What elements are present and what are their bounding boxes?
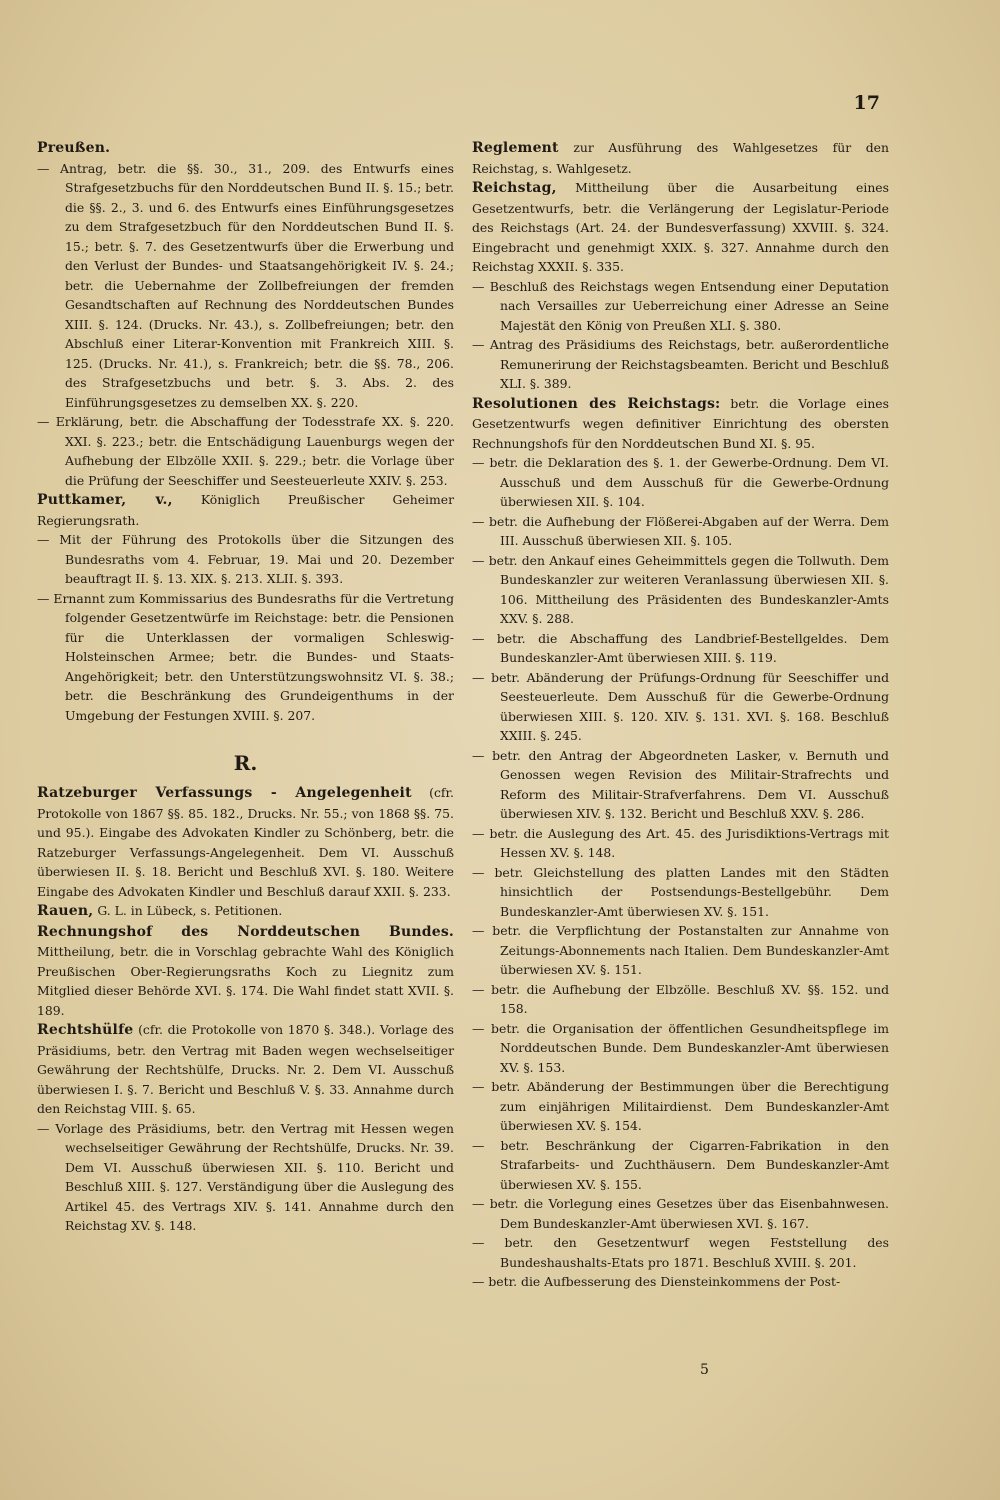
sub-entry: — betr. die Abschaffung des Landbrief-Bestellgeldes. Dem Bundeskanzler-Amt überwiesen XIII. §. 119. bbox=[472, 630, 889, 665]
index-entry bbox=[472, 394, 889, 454]
sub-entry: — betr. die Organisation der öffentlichen Gesundheitspflege im Norddeutschen Bunde. Dem Bundeskanzler-Amt überwiesen XV. §. 153. bbox=[472, 1020, 889, 1075]
sub-entry: — Antrag des Präsidiums des Reichstags, betr. außerordentliche Remunerirung der Reichstagsbeamten. Bericht und Beschluß XLI. §. 389. bbox=[472, 337, 889, 391]
signature-mark: 5 bbox=[700, 1362, 709, 1378]
index-entry bbox=[37, 138, 454, 159]
sub-entry: — betr. den Ankauf eines Geheimmittels gegen die Tollwuth. Dem Bundeskanzler zur weiteren Veranlassung überwiesen XII. §. 106. Mittheilung des Präsidenten des Bundeskanzler-Amts XXV. §. 288. bbox=[472, 552, 889, 626]
entry-text: Mittheilung, betr. die in Vorschlag gebrachte Wahl des Königlich Preußischen Ober-Regierungsraths Koch zu Liegnitz zum Mitglied dieser Behörde XVI. §. 174. Die Wahl findet statt XVII. §. 189. bbox=[37, 944, 454, 1018]
entry-heading: Rechnungshof des Norddeutschen Bundes. bbox=[37, 923, 454, 940]
entry-heading: Resolutionen des Reichstags: bbox=[472, 395, 721, 412]
sub-entry: — betr. die Verpflichtung der Postanstalten zur Annahme von Zeitungs-Abonnements nach Italien. Dem Bundeskanzler-Amt überwiesen XV. §. 151. bbox=[472, 923, 889, 977]
sub-entry: — betr. die Deklaration des §. 1. der Gewerbe-Ordnung. Dem VI. Ausschuß und dem Ausschuß für die Gewerbe-Ordnung überwiesen XII. §. 104. bbox=[472, 455, 889, 509]
sub-entry: — betr. Beschränkung der Cigarren-Fabrikation in den Strafarbeits- und Zuchthäusern. Dem Bundeskanzler-Amt überwiesen XV. §. 155. bbox=[472, 1137, 889, 1192]
section-letter: R. bbox=[233, 751, 258, 775]
entry-text: (cfr. die Protokolle von 1870 §. 348.). Vorlage des Präsidiums, betr. den Vertrag mit Baden wegen wechselseitiger Gewährung der Rechtshülfe, Drucks. Nr. 2. Dem VI. Ausschuß überwiesen I. §. 7. Bericht und Beschluß V. §. 33. Annahme durch den Reichstag VIII. §. 65. bbox=[37, 1022, 454, 1116]
sub-entry: — betr. Abänderung der Bestimmungen über die Berechtigung zum einjährigen Militairdienst. Dem Bundeskanzler-Amt überwiesen XV. §. 154. bbox=[472, 1079, 889, 1133]
sub-entry: — Vorlage des Präsidiums, betr. den Vertrag mit Hessen wegen wechselseitiger Gewährung der Rechtshülfe, Drucks. Nr. 39. Dem VI. Ausschuß überwiesen XII. §. 110. Bericht und Beschluß XIII. §. 127. Verständigung über die Auslegung des Artikel 45. des Vertrags XIV. §. 141. Annahme durch den Reichstag XV. §. 148. bbox=[37, 1120, 454, 1233]
entry-heading: Reglement bbox=[472, 140, 559, 156]
sub-entry: — betr. die Aufbesserung des Diensteinkommens der Post- bbox=[472, 1274, 841, 1289]
entry-text: zur Ausführung des Wahlgesetzes für den Reichstag, s. Wahlgesetz. bbox=[472, 140, 889, 176]
sub-entry: — Mit der Führung des Protokolls über die Sitzungen des Bundesraths vom 4. Februar, 19. Mai und 20. Dezember beauftragt II. §. 13. XIX. §. 213. XLII. §. 393. bbox=[37, 532, 454, 586]
right-column bbox=[472, 138, 889, 1292]
index-entry bbox=[37, 490, 454, 530]
index-entry bbox=[37, 922, 454, 1021]
entry-heading: Preußen. bbox=[37, 140, 111, 156]
entry-text: Königlich Preußischer Geheimer Regierungsrath. bbox=[37, 492, 455, 528]
entry-heading: Rechtshülfe bbox=[37, 1022, 134, 1038]
index-entry bbox=[472, 138, 889, 178]
sub-entry: — betr. die Auslegung des Art. 45. des Jurisdiktions-Vertrags mit Hessen XV. §. 148. bbox=[472, 825, 889, 860]
index-entry bbox=[37, 901, 454, 922]
page-number: 17 bbox=[853, 92, 880, 114]
left-column bbox=[37, 138, 454, 1236]
entry-text: betr. die Vorlage eines Gesetzentwurfs wegen definitiver Einrichtung des obersten Rechnungshofs für den Norddeutschen Bund XI. §. 95. bbox=[472, 395, 889, 451]
sub-entry: — betr. Abänderung der Prüfungs-Ordnung für Seeschiffer und Seesteuerleute. Dem Ausschuß für die Gewerbe-Ordnung überwiesen XIII. §. 120. XIV. §. 131. XVI. §. 168. Beschluß XXIII. §. 245. bbox=[472, 669, 889, 743]
entry-text: Mittheilung über die Ausarbeitung eines Gesetzentwurfs, betr. die Verlängerung der Legislatur-Periode des Reichstags (Art. 24. der Bundesverfassung) XXVIII. §. 324. Eingebracht und genehmigt XXIX. §. 327. Annahme durch den Reichstag XXXII. §. 335. bbox=[472, 180, 889, 274]
entry-heading: Rauen, bbox=[37, 903, 94, 919]
entry-text: (cfr. Protokolle von 1867 §§. 85. 182., Drucks. Nr. 55.; von 1868 §§. 75. und 95.). Eingabe des Advokaten Kindler zu Schönberg, betr. die Ratzeburger Verfassungs-Angelegenheit. Dem VI. Ausschuß überwiesen II. §. 18. Bericht und Beschluß XVI. §. 180. Weitere Eingabe des Advokaten Kindler und Beschluß darauf XXII. §. 233. bbox=[37, 785, 454, 899]
sub-entry: — Beschluß des Reichstags wegen Entsendung einer Deputation nach Versailles zur Ueberreichung einer Adresse an Seine Majestät den König von Preußen XLI. §. 380. bbox=[472, 278, 889, 333]
sub-entry: — Ernannt zum Kommissarius des Bundesraths für die Vertretung folgender Gesetzentwürfe im Reichstage: betr. die Pensionen für die Unterklassen der vormaligen Schleswig-Holsteinschen Armee; betr. die Bundes- und Staats-Angehörigkeit; betr. den Unterstützungswohnsitz VI. §. 38.; betr. die Beschränkung des Grundeigenthums in der Umgebung der Festungen XVIII. §. 207. bbox=[37, 590, 454, 723]
sub-entry: — betr. die Aufhebung der Flößerei-Abgaben auf der Werra. Dem III. Ausschuß überwiesen XII. §. 105. bbox=[472, 513, 889, 548]
entry-heading: Puttkamer, v., bbox=[37, 492, 173, 508]
entry-heading: Reichstag, bbox=[472, 180, 557, 196]
entry-heading: Ratzeburger Verfassungs - Angelegenheit bbox=[37, 785, 412, 801]
sub-entry: — Antrag, betr. die §§. 30., 31., 209. des Entwurfs eines Strafgesetzbuchs für den Norddeutschen Bund II. §. 15.; betr. die §§. 2., 3. und 6. des Entwurfs eines Einführungsgesetzes zu dem Strafgesetzbuch für den Norddeutschen Bund II. §. 15.; betr. §. 7. des Gesetzentwurfs über die Erwerbung und den Verlust der Bundes- und Staatsangehörigkeit IV. §. 24.; betr. die Uebernahme der Zollbefreiungen der fremden Gesandtschaften auf Rechnung des Norddeutschen Bundes XIII. §. 124. (Drucks. Nr. 43.), s. Zollbefreiungen; betr. den Abschluß einer Literar-Konvention mit Frankreich XIII. §. 125. (Drucks. Nr. 41.), s. Frankreich; betr. die §§. 78., 206. des Strafgesetzbuchs und betr. §. 3. Abs. 2. des Einführungsgesetzes zu demselben XX. §. 220. bbox=[37, 160, 454, 410]
entry-text: G. L. in Lübeck, s. Petitionen. bbox=[93, 903, 283, 918]
sub-entry: — betr. den Antrag der Abgeordneten Lasker, v. Bernuth und Genossen wegen Revision des Militair-Strafrechts und Reform des Militair-Strafverfahrens. Dem VI. Ausschuß überwiesen XIV. §. 132. Bericht und Beschluß XXV. §. 286. bbox=[472, 747, 889, 821]
sub-entry: — betr. den Gesetzentwurf wegen Feststellung des Bundeshaushalts-Etats pro 1871. Beschluß XVIII. §. 201. bbox=[472, 1235, 889, 1270]
sub-entry: — Erklärung, betr. die Abschaffung der Todesstrafe XX. §. 220. XXI. §. 223.; betr. die Entschädigung Lauenburgs wegen der Aufhebung der Elbzölle XXII. §. 229.; betr. die Vorlage über die Prüfung der Seeschiffer und Seesteuerleute XXIV. §. 253. bbox=[37, 414, 454, 488]
index-entry bbox=[37, 783, 454, 901]
sub-entry: — betr. die Aufhebung der Elbzölle. Beschluß XV. §§. 152. und 158. bbox=[472, 981, 889, 1016]
sub-entry: — betr. Gleichstellung des platten Landes mit den Städten hinsichtlich der Postsendungs-Bestellgebühr. Dem Bundeskanzler-Amt überwiesen XV. §. 151. bbox=[472, 864, 889, 919]
index-entry bbox=[472, 178, 889, 277]
sub-entry: — betr. die Vorlegung eines Gesetzes über das Eisenbahnwesen. Dem Bundeskanzler-Amt überwiesen XVI. §. 167. bbox=[472, 1196, 889, 1231]
index-entry bbox=[37, 1020, 454, 1119]
